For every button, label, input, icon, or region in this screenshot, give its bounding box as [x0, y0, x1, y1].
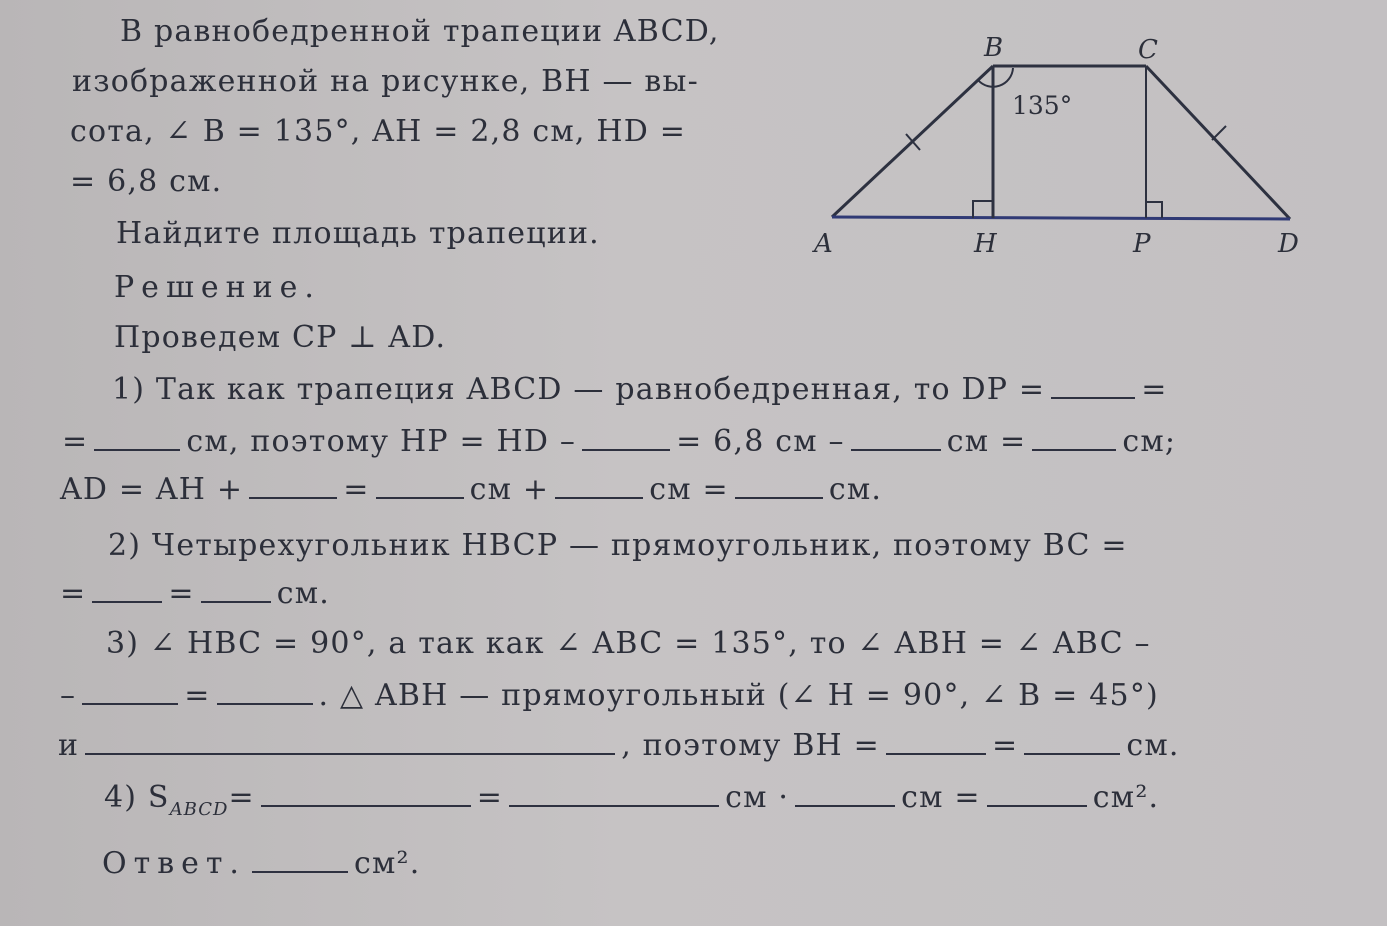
angle-arc-b [978, 68, 1013, 87]
right-angle-p [1146, 202, 1162, 218]
blank-bc-1[interactable] [92, 577, 162, 603]
label-p: P [1133, 229, 1151, 259]
side-cd [1146, 66, 1290, 219]
task-line-2: изображенной на рисунке, BH — вы- [72, 64, 699, 99]
blank-bc-2[interactable] [201, 577, 271, 603]
step3-line-c [58, 728, 1180, 763]
task-line-4: = 6,8 см. [70, 164, 223, 199]
step1-text-a: 1) Так как трапеция ABCD — равнобедренная, то DP = [112, 372, 1046, 407]
step1-c-eq: = [343, 472, 370, 507]
step1-b-mid2: = 6,8 см – [676, 424, 845, 459]
blank-reason[interactable] [85, 729, 615, 755]
step4-sub: ABCD [169, 799, 229, 820]
label-h: H [974, 229, 997, 259]
blank-hp-result[interactable] [1032, 425, 1116, 451]
step3-b-eq: = [184, 678, 211, 713]
step3-b-end: . △ ABH — прямоугольный (∠ H = 90°, ∠ B = 45°) [318, 678, 1159, 713]
step1-c-start: AD = AH + [60, 472, 244, 507]
trapezoid-figure [800, 20, 1340, 280]
solution-construct: Проведем CP ⊥ AD. [114, 320, 447, 355]
step4-start: 4) S [104, 780, 170, 815]
step4-cm-dot: см · [725, 780, 790, 815]
step1-b-start: = [62, 424, 89, 459]
blank-hp-sub[interactable] [582, 425, 670, 451]
blank-dp[interactable] [1051, 373, 1135, 399]
blank-bh-2[interactable] [1024, 729, 1120, 755]
step1-c-cm-eq: см = [649, 472, 729, 507]
step1-line-a [112, 372, 1168, 407]
label-b: B [984, 33, 1004, 63]
step3-c-start: и [58, 728, 80, 763]
step1-b-mid3: см = [946, 424, 1027, 459]
step2-b-eq: = [168, 576, 195, 611]
step4-eq1: = [228, 780, 255, 815]
blank-factor-2[interactable] [795, 781, 895, 807]
blank-hp-value[interactable] [851, 425, 941, 451]
step2-line-b [60, 576, 330, 611]
blank-bh-1[interactable] [886, 729, 986, 755]
blank-ad-result[interactable] [735, 473, 823, 499]
step3-line-b [60, 678, 1159, 713]
step1-eq: = [1141, 372, 1168, 407]
answer-unit: см². [353, 846, 421, 881]
step4-cm-eq: см = [901, 780, 981, 815]
step1-c-end: см. [828, 472, 883, 507]
blank-answer[interactable] [252, 847, 348, 873]
answer-line [102, 846, 420, 881]
step1-b-mid1: см, поэтому HP = HD – [186, 424, 577, 459]
step4-line [104, 780, 1159, 820]
blank-area[interactable] [987, 781, 1087, 807]
blank-factor-1[interactable] [509, 781, 719, 807]
step1-b-end: см; [1122, 424, 1177, 459]
step2-b-end: см. [276, 576, 330, 611]
step4-eq2: = [476, 780, 504, 815]
label-d: D [1278, 229, 1299, 259]
blank-abh-result[interactable] [217, 679, 313, 705]
blank-dp-value[interactable] [94, 425, 180, 451]
solution-heading: Решение. [114, 270, 321, 305]
step3-c-eq: = [992, 728, 1019, 763]
base-ad [832, 217, 1290, 219]
task-question: Найдите площадь трапеции. [116, 216, 600, 251]
step1-line-c [60, 472, 882, 507]
step1-line-b [62, 424, 1176, 459]
label-c: C [1138, 35, 1158, 65]
step3-c-mid: , поэтому BH = [621, 728, 880, 763]
step4-end: см². [1092, 780, 1160, 815]
angle-label: 135° [1012, 91, 1073, 120]
blank-formula[interactable] [261, 781, 471, 807]
right-angle-h [973, 201, 993, 218]
answer-label: Ответ. [102, 846, 246, 881]
tick-cd [1212, 126, 1226, 140]
task-line-1: В равнобедренной трапеции ABCD, [120, 14, 720, 49]
blank-ad-term[interactable] [249, 473, 337, 499]
step1-c-cm-plus: см + [469, 472, 550, 507]
task-line-3: сота, ∠ B = 135°, AH = 2,8 см, HD = [70, 114, 687, 149]
step2-line-a: 2) Четырехугольник HBCP — прямоугольник, поэтому BC = [108, 528, 1128, 563]
step3-b-start: – [60, 678, 77, 713]
label-a: A [814, 229, 833, 259]
step2-b-start: = [60, 576, 87, 611]
blank-ad-hd[interactable] [555, 473, 643, 499]
step3-line-a: 3) ∠ HBC = 90°, а так как ∠ ABC = 135°, то ∠ ABH = ∠ ABC – [106, 626, 1151, 661]
step3-c-end: см. [1126, 728, 1180, 763]
blank-ad-ah[interactable] [376, 473, 464, 499]
blank-abh-sub[interactable] [82, 679, 178, 705]
